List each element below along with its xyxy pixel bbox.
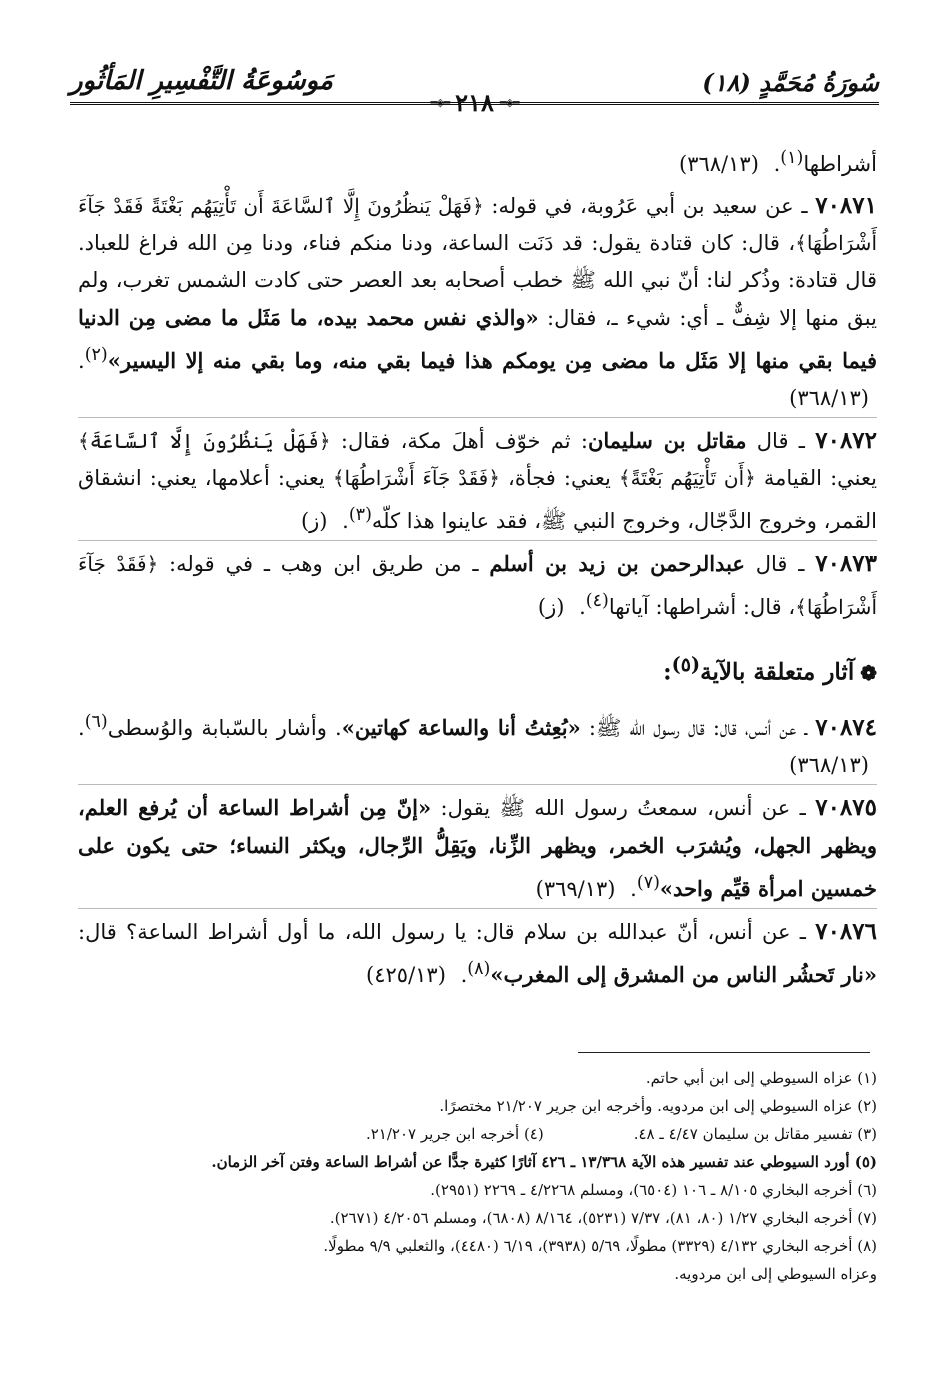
footnotes	[78, 1064, 877, 1288]
header-rule	[70, 102, 879, 105]
ornament-icon: ═◈═	[430, 96, 450, 109]
hadith-quote: «والذي نفس محمد بيده، ما مَثَل ما مضى مِن الدنيا فيما بقي منها إلا مَثَل ما مضى مِن يومكم هذا فيما بقي منه، وما بقي منه إلا اليسير»	[78, 305, 877, 373]
ornament-icon: ═◈═	[499, 96, 519, 109]
entry-number: ٧٠٨٧٣	[815, 550, 877, 577]
entry-text: يعني: فجأة،	[499, 466, 619, 490]
entry-text: ، قال: أشراطها: آياتها	[608, 595, 796, 619]
footnote-2: (٢) عزاه السيوطي إلى ابن مردويه. وأخرجه ابن جرير ٢١/٢٠٧ مختصرًا.	[439, 1097, 877, 1115]
page-number: ٢١٨	[455, 88, 494, 117]
entry-text: ـ عن أنس، قال: قال رسول الله ﷺ:	[580, 715, 816, 740]
entry-text: .	[78, 349, 85, 373]
athar-entry	[78, 183, 877, 417]
volume-reference: (٣٦٨/١٣)	[789, 386, 869, 410]
athar-entry	[78, 784, 877, 908]
entry-text: .	[572, 595, 586, 619]
volume-reference: (ز)	[537, 595, 565, 619]
entry-text: ـ عن سعيد بن أبي عَرُوبة، في قوله:	[483, 194, 816, 218]
entry-text: يعني: القيامة	[755, 466, 877, 490]
flower-ornament-icon: ❁	[860, 660, 877, 685]
volume-reference: (٣٦٩/١٣)	[535, 876, 616, 901]
entry-text: ـ من طريق ابن وهب ـ في قوله:	[158, 552, 490, 576]
hadith-quote: «بُعِثتُ أنا والساعة كهاتين»	[341, 714, 581, 740]
footnote-7: (٧) أخرجه البخاري ١/٢٧ (٨٠، ٨١)، ٧/٣٧ (٥٢٣١)، ٨/١٦٤ (٦٨٠٨)، ومسلم ٤/٢٠٥٦ (٢٦٧١).	[329, 1209, 877, 1227]
running-header	[70, 58, 879, 117]
volume-reference: (٤٢٥/١٣)	[366, 962, 446, 987]
footnote-row-3-4	[78, 1120, 877, 1148]
footnote-6: (٦) أخرجه البخاري ٨/١٠٥ ـ ١٠٦ (٦٥٠٤)، ومسلم ٤/٢٢٦٨ ـ ٢٢٦٩ (٢٩٥١).	[430, 1181, 877, 1199]
entry-text: ـ قال	[746, 429, 816, 453]
quran-verse: ﴿فَقَدْ جَآءَ أَشْرَاطُهَا﴾	[332, 466, 500, 490]
entry-text: .	[623, 876, 637, 901]
entry-number: ٧٠٨٧٥	[815, 793, 877, 821]
entry-number: ٧٠٨٧٢	[815, 427, 878, 454]
footnote-marker: (٣)	[348, 505, 372, 525]
hadith-quote: «إنّ مِن أشراط الساعة أن يُرفع العلم، ويظهر الجهل، ويُشرَب الخمر، ويظهر الزِّنا، ويَقِلُّ الرِّجال، ويكثر النساء؛ حتى يكون على خمسين امرأة قيِّم واحد»	[78, 794, 877, 901]
entry-number: ٧٠٨٧٦	[815, 917, 877, 945]
quran-verse: ﴿أَن تَأْتِيَهُم بَغْتَةً﴾	[618, 466, 756, 490]
entry-text: .	[78, 715, 85, 740]
footnote-8-continued: وعزاه السيوطي إلى ابن مردويه.	[674, 1265, 877, 1283]
continuation-line: أشراطها$^{(١)}$. (٣٦٨/١٣)	[679, 148, 877, 176]
hadith-quote: عبدالرحمن بن زيد بن أسلم	[489, 551, 745, 576]
footnote-marker: (١)	[780, 148, 804, 168]
footnote-marker: (٨)	[467, 958, 491, 979]
footnote-marker: (٧)	[636, 872, 660, 893]
quran-verse: ﴿فَقَدْ جَآءَ أَشْرَاطُهَا﴾	[78, 552, 877, 619]
athar-entry	[78, 540, 877, 626]
surah-title: سُورَةُ مُحَمَّدٍ (١٨)	[702, 68, 879, 97]
section-heading: ❁آثار متعلقة بالآية$^{(٥)}$:	[663, 653, 877, 686]
entry-text: .	[453, 962, 468, 987]
footnote-1: (١) عزاه السيوطي إلى ابن أبي حاتم.	[645, 1069, 877, 1087]
footnote-marker: (٤)	[585, 591, 609, 611]
related-athar-entries	[78, 700, 877, 994]
athar-entry	[78, 417, 877, 540]
entry-text: ـ عن أنس، سمعتُ رسول الله ﷺ يقول:	[431, 795, 816, 820]
athar-entry	[78, 700, 877, 784]
footnote-5: (٥) أورد السيوطي عند تفسير هذه الآية ١٣/٣٦٨ ـ ٤٢٦ آثارًا كثيرة جدًّا عن أشراط الساعة وفتن آخر الزمان.	[211, 1153, 877, 1171]
footnote-3: (٣) تفسير مقاتل بن سليمان ٤/٤٧ ـ ٤٨.	[633, 1125, 877, 1143]
footnote-marker: (٢)	[84, 345, 108, 365]
volume-reference: (ز)	[300, 509, 328, 533]
entry-text: . وأشار بالسّبابة والوُسطى	[107, 715, 342, 740]
entry-number: ٧٠٨٧١	[815, 192, 877, 219]
footnote-separator	[578, 1052, 870, 1053]
quran-verse: ﴿فَهَلْ يَنظُرُونَ إِلَّا ٱلسَّاعَةَ﴾	[78, 429, 331, 453]
footnote-4: (٤) أخرجه ابن جرير ٢١/٢٠٧.	[365, 1125, 544, 1143]
entry-number: ٧٠٨٧٤	[815, 713, 878, 741]
hadith-quote: مقاتل بن سليمان	[587, 428, 747, 453]
volume-reference: (٣٦٨/١٣)	[679, 152, 759, 176]
athar-entries	[78, 183, 877, 626]
volume-reference: (٣٦٨/١٣)	[789, 752, 869, 777]
entry-text: .	[335, 509, 349, 533]
footnote-marker: (٥)	[671, 653, 701, 676]
entry-text: ـ عن أنس، أنّ عبدالله بن سلام قال: يا رسول الله، ما أول أشراط الساعة؟ قال:	[78, 919, 816, 944]
entry-text: ـ قال	[744, 552, 816, 576]
book-title: مَوسُوعَةُ التَّفْسِيرِ المَأثُور	[70, 66, 333, 96]
athar-entry	[78, 908, 877, 994]
entry-text: ، قال: كان قتادة يقول: قد دَنَت الساعة، ودنا منكم فناء، ودنا مِن الله فراغ للعباد. قال قتادة: وذُكر لنا: أنّ نبي الله ﷺ خطب أصحابه بعد العصر حتى كادت الشمس تغرب، ولم يبق منها إلا شِفٌّ ـ أي: شيء ـ، فقال:	[78, 231, 877, 330]
main-text	[78, 140, 877, 994]
hadith-quote: «نار تَحشُر الناس من المشرق إلى المغرب»	[490, 961, 877, 987]
footnote-marker: (٦)	[84, 711, 108, 732]
quran-verse: ﴿فَهَلْ يَنظُرُونَ إِلَّا ٱلسَّاعَةَ أَن تَأْتِيَهُم بَغْتَةً فَقَدْ جَآءَ أَشْرَاطُهَا﴾	[78, 194, 877, 255]
entry-text: يعني: أعلامها، يعني: انشقاق القمر، وخروج الدَّجّال، وخروج النبي ﷺ، فقد عاينوا هذا كلّه	[78, 466, 877, 533]
footnote-8: (٨) أخرجه البخاري ٤/١٣٢ (٣٣٢٩) مطولًا، ٥/٦٩ (٣٩٣٨)، ٦/١٩ (٤٤٨٠)، والثعلبي ٩/٩ مطولًا.	[323, 1237, 877, 1255]
entry-text: : ثم خوّف أهلَ مكة، فقال:	[330, 429, 588, 453]
